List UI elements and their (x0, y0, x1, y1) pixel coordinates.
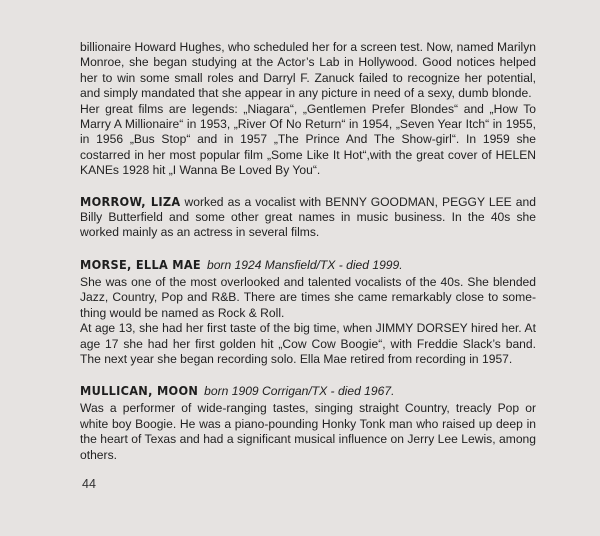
entry-morse-ella-mae (80, 256, 536, 367)
entry-life-dates: born 1924 Mansfield/TX - died 1999. (206, 257, 403, 272)
intro-section (80, 40, 536, 179)
entry-paragraph: Was a performer of wide-ranging tastes, singing straight Country, treacly Pop or white boy Boogie. He was a piano-pounding Honky Tonk man who raised up deep in the heart of Texas and had a significant musical influence on Jerry Lee Lewis, among others. (80, 401, 536, 462)
intro-paragraph: billionaire Howard Hughes, who scheduled her for a screen test. Now, named Marilyn Monroe, she began studying at the Actor’s Lab in Hollywood. Good notices helped her to win some small roles and Darryl F. Zanuck failed to recognize her potential, and simply mandated that she appear in any picture in need of a sexy, dumb blonde. (80, 40, 536, 101)
entry-name: MULLICAN, MOON (80, 383, 199, 399)
entry-mullican-moon (80, 382, 536, 463)
entry-text (80, 194, 536, 241)
entry-morrow-liza (80, 194, 536, 241)
entry-paragraph: At age 13, she had her first taste of the big time, when JIMMY DORSEY hired her. At age 17 she had her first golden hit „Cow Cow Boogie“, with Freddie Slack’s band. The next year she began recording solo. Ella Mae retired from recording in 1957. (80, 321, 536, 366)
entry-name: MORROW, LIZA (80, 193, 181, 209)
entry-heading (80, 382, 536, 400)
intro-paragraph: Her great films are legends: „Niagara“, „Gentlemen Prefer Blondes“ and „How To Marry A Millionaire“ in 1953, „River Of No Return“ in 1954, „Seven Year Itch“ in 1955, in 1956 „Bus Stop“ and in 1957 „The Prince And The Show-girl“. In 1959 she costarred in her most popular film „Some Like It Hot“,with the great cover of HELEN KANEs 1928 hit „I Wanna Be Loved By You“. (80, 101, 536, 178)
page-number: 44 (82, 477, 96, 491)
entry-paragraph: She was one of the most overlooked and talented vocalists of the 40s. She blended Jazz, Country, Pop and R&B. There are times she came remarkably close to some-thing would be named as Rock & Roll. (80, 274, 536, 320)
entry-inline-text: worked as a vocalist with BENNY GOODMAN, PEGGY LEE and Billy Butterfield and some other great names in music business. In the 40s she worked mainly as an actress in several films. (80, 194, 536, 240)
entry-heading (80, 256, 536, 274)
entry-life-dates: born 1909 Corrigan/TX - died 1967. (204, 384, 395, 399)
entry-name: MORSE, ELLA MAE (80, 256, 201, 272)
